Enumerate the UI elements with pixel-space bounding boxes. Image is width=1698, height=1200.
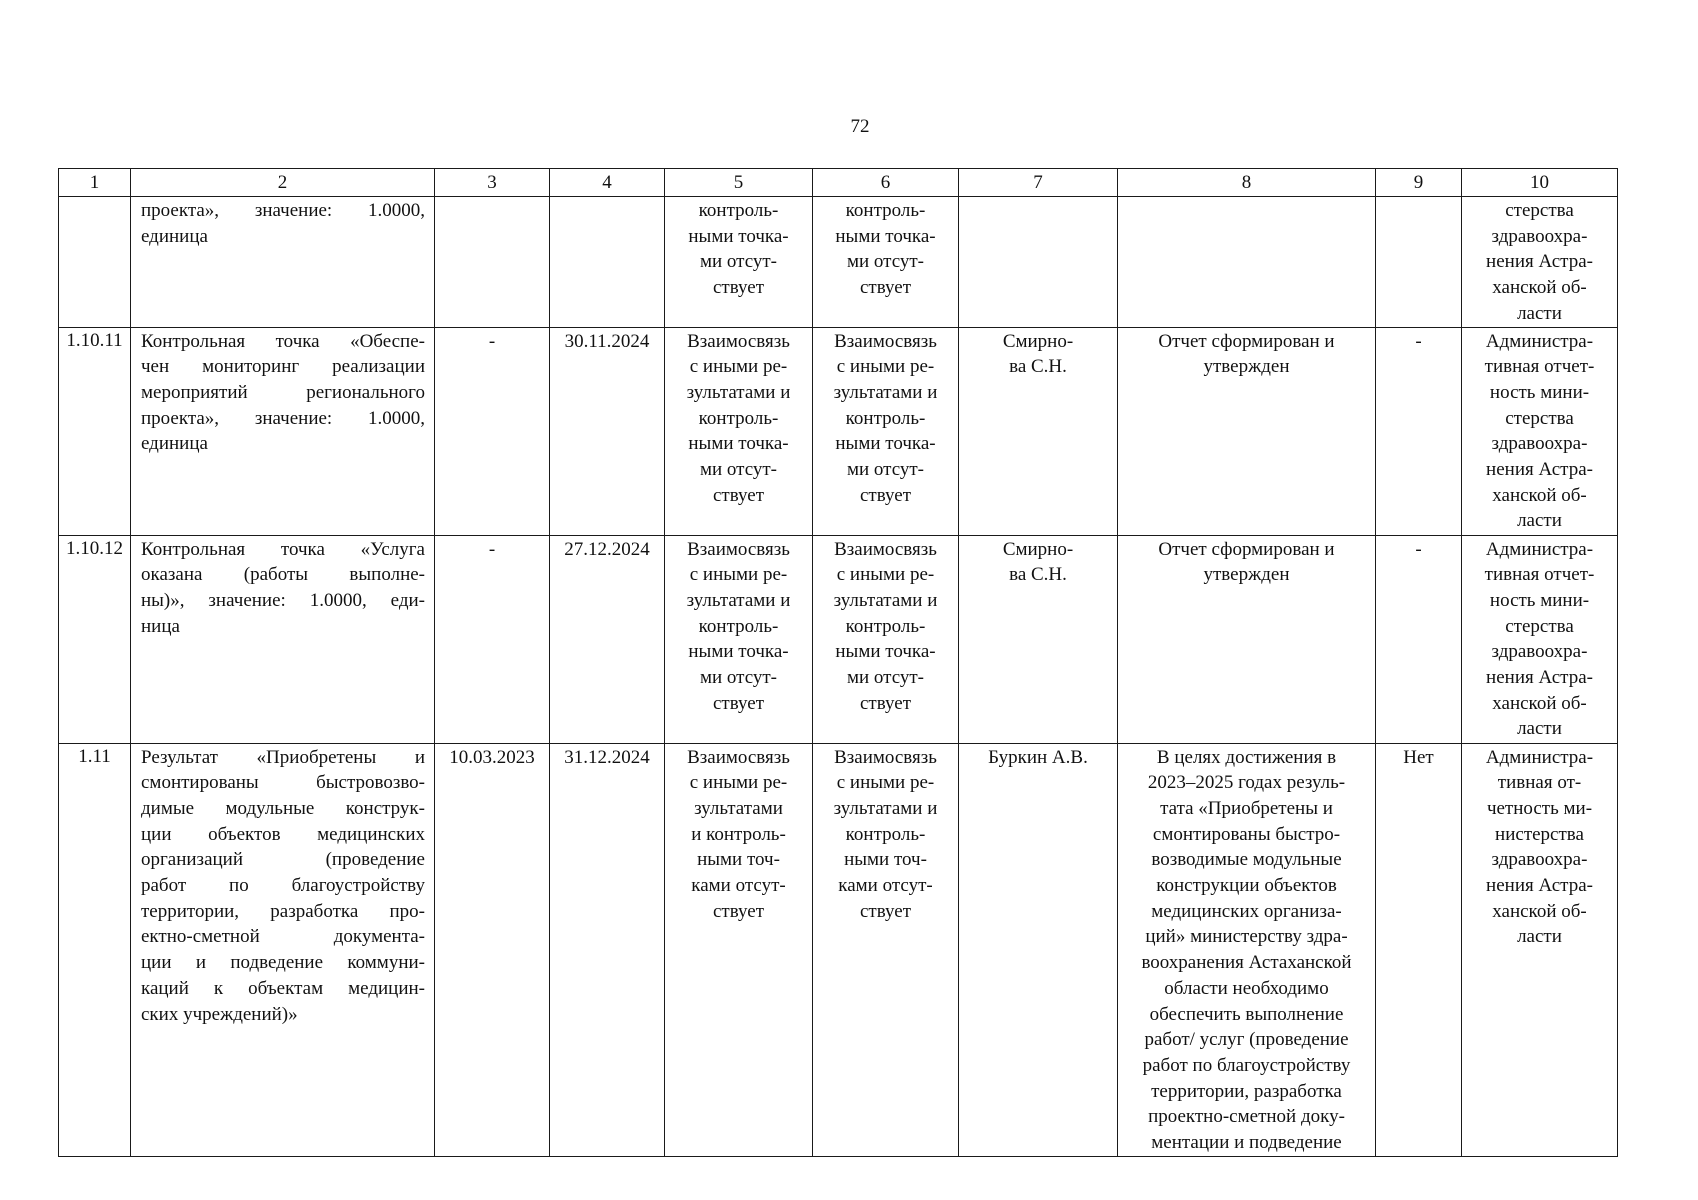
cell-line: здравоохра-: [1491, 641, 1588, 663]
start-date-cell: [435, 197, 550, 328]
cell-line: утвержден: [1203, 564, 1290, 586]
description-cell: [131, 743, 435, 1156]
cell-line: четность ми-: [1486, 797, 1593, 819]
cell-line: нения Астра-: [1486, 667, 1593, 689]
cell-line: ствует: [712, 692, 765, 714]
cell-line: области необходимо: [1164, 977, 1329, 999]
table-row: [59, 535, 1618, 743]
end-date-cell: 30.11.2024: [550, 327, 665, 535]
cell-line: зультатами и: [833, 589, 938, 611]
cell-line: ными точка-: [835, 433, 936, 455]
cell-line: зультатами и: [833, 381, 938, 403]
source-cell: [1462, 743, 1618, 1156]
cell-line: ции и подведение коммуни-: [141, 952, 425, 974]
start-date-cell: 10.03.2023: [435, 743, 550, 1156]
cell-line: с иными ре-: [689, 772, 788, 794]
cell-line: ными точка-: [835, 225, 936, 247]
cell-line: Отчет сформирован и: [1158, 330, 1335, 352]
cell-line: Смирно-: [1002, 330, 1074, 352]
responsible-cell: [959, 197, 1118, 328]
column-header-4: 4: [550, 169, 665, 197]
cell-line: В целях достижения в: [1156, 746, 1337, 768]
relation-cell: [665, 197, 813, 328]
cell-line: воохранения Астаханской: [1141, 952, 1352, 974]
relation-cell: [813, 327, 959, 535]
cell-line: Взаимосвязь: [687, 330, 790, 352]
cell-line: Контрольная точка «Услуга: [141, 538, 425, 560]
column-header-3: 3: [435, 169, 550, 197]
cell-line: ствует: [859, 900, 912, 922]
cell-line: ными точка-: [688, 433, 789, 455]
cell-line: организаций (проведение: [141, 849, 425, 871]
cell-line: проекта», значение: 1.0000,: [141, 200, 425, 221]
cell-line: здравоохра-: [1491, 225, 1588, 247]
row-number-cell: [59, 197, 131, 328]
cell-line: ласти: [1517, 302, 1562, 324]
start-date-cell: -: [435, 327, 550, 535]
cell-line: ствует: [859, 692, 912, 714]
source-cell: [1462, 197, 1618, 328]
cell-line: ными точ-: [844, 849, 927, 871]
cell-line: чен мониторинг реализации: [141, 356, 425, 378]
comment-cell: [1118, 197, 1376, 328]
cell-line: тивная отчет-: [1484, 356, 1595, 378]
cell-line: ствует: [712, 277, 765, 299]
cell-line: смонтированы быстро-: [1152, 823, 1341, 845]
cell-line: ханской об-: [1492, 900, 1587, 922]
responsible-cell: [959, 743, 1118, 1156]
cell-line: нения Астра-: [1486, 251, 1593, 273]
cell-line: ность мини-: [1489, 381, 1590, 403]
cell-line: медицинских организа-: [1151, 900, 1342, 922]
responsible-cell: [959, 535, 1118, 743]
cell-line: проектно-сметной доку-: [1148, 1106, 1345, 1128]
relation-cell: [665, 535, 813, 743]
cell-line: 2023–2025 годах резуль-: [1147, 772, 1346, 794]
responsible-cell: [959, 327, 1118, 535]
cell-line: ханской об-: [1492, 484, 1587, 506]
description-cell: [131, 535, 435, 743]
cell-line: стерства: [1505, 615, 1574, 637]
cell-line: Взаимосвязь: [687, 538, 790, 560]
column-header-5: 5: [665, 169, 813, 197]
cell-line: ханской об-: [1492, 277, 1587, 299]
flag-cell: -: [1376, 535, 1462, 743]
cell-line: мероприятий регионального: [141, 381, 425, 403]
cell-line: ми отсут-: [699, 667, 778, 689]
cell-line: ными точка-: [835, 641, 936, 663]
cell-line: ствует: [712, 484, 765, 506]
cell-line: ность мини-: [1489, 589, 1590, 611]
cell-line: каций к объектам медицин-: [141, 977, 425, 999]
cell-line: зультатами и: [833, 797, 938, 819]
cell-line: ций» министерству здра-: [1145, 926, 1348, 948]
flag-cell: [1376, 197, 1462, 328]
page-number: 72: [850, 116, 870, 137]
cell-line: ми отсут-: [699, 459, 778, 481]
column-header-8: 8: [1118, 169, 1376, 197]
relation-cell: [813, 535, 959, 743]
cell-line: и контроль-: [691, 823, 786, 845]
cell-line: нения Астра-: [1486, 459, 1593, 481]
column-header-7: 7: [959, 169, 1118, 197]
cell-line: ными точка-: [688, 641, 789, 663]
cell-line: ница: [141, 615, 180, 637]
cell-line: территории, разработка: [1151, 1080, 1342, 1102]
flag-cell: Нет: [1376, 743, 1462, 1156]
cell-line: ва С.Н.: [1009, 356, 1067, 378]
cell-line: возводимые модульные: [1151, 849, 1342, 871]
cell-line: Результат «Приобретены и: [141, 746, 425, 768]
cell-line: с иными ре-: [836, 564, 935, 586]
cell-line: зультатами и: [686, 381, 791, 403]
cell-line: работ/ услуг (проведение: [1144, 1029, 1349, 1051]
cell-line: ны)», значение: 1.0000, еди-: [141, 589, 425, 611]
cell-line: с иными ре-: [689, 356, 788, 378]
flag-cell: -: [1376, 327, 1462, 535]
cell-line: Администра-: [1485, 330, 1594, 352]
table-row: [59, 743, 1618, 1156]
cell-line: контроль-: [698, 615, 779, 637]
cell-line: единица: [141, 225, 208, 247]
cell-line: здравоохра-: [1491, 849, 1588, 871]
cell-line: ласти: [1517, 926, 1562, 948]
cell-line: работ по благоустройству: [141, 875, 425, 897]
row-number-cell: 1.11: [59, 743, 131, 1156]
end-date-cell: 31.12.2024: [550, 743, 665, 1156]
column-header-9: 9: [1376, 169, 1462, 197]
comment-cell: [1118, 327, 1376, 535]
cell-line: контроль-: [845, 407, 926, 429]
cell-line: конструкции объектов: [1156, 875, 1337, 897]
cell-line: ских учреждений)»: [141, 1003, 298, 1025]
table-body: [59, 197, 1618, 1157]
end-date-cell: [550, 197, 665, 328]
column-header-1: 1: [59, 169, 131, 197]
cell-line: контроль-: [845, 200, 926, 221]
cell-line: зультатами: [694, 797, 783, 819]
table-row: [59, 327, 1618, 535]
cell-line: с иными ре-: [836, 356, 935, 378]
cell-line: ласти: [1517, 718, 1562, 740]
cell-line: Отчет сформирован и: [1158, 538, 1335, 560]
relation-cell: [665, 743, 813, 1156]
cell-line: обеспечить выполнение: [1149, 1003, 1344, 1025]
row-number-cell: 1.10.12: [59, 535, 131, 743]
cell-line: ствует: [712, 900, 765, 922]
cell-line: стерства: [1505, 200, 1574, 221]
cell-line: ции объектов медицинских: [141, 823, 425, 845]
cell-line: ными точ-: [697, 849, 780, 871]
cell-line: ханской об-: [1492, 692, 1587, 714]
cell-line: тата «Приобретены и: [1160, 797, 1333, 819]
cell-line: ствует: [859, 484, 912, 506]
cell-line: ментации и подведение: [1151, 1132, 1342, 1154]
cell-line: Смирно-: [1002, 538, 1074, 560]
cell-line: Контрольная точка «Обеспе-: [141, 330, 425, 352]
cell-line: с иными ре-: [836, 772, 935, 794]
cell-line: работ по благоустройству: [1142, 1054, 1351, 1076]
cell-line: ми отсут-: [846, 459, 925, 481]
cell-line: Взаимосвязь: [834, 330, 937, 352]
cell-line: нения Астра-: [1486, 875, 1593, 897]
cell-line: здравоохра-: [1491, 433, 1588, 455]
cell-line: ми отсут-: [846, 667, 925, 689]
cell-line: зультатами и: [686, 589, 791, 611]
cell-line: ствует: [859, 277, 912, 299]
cell-line: с иными ре-: [689, 564, 788, 586]
comment-cell: [1118, 743, 1376, 1156]
source-cell: [1462, 327, 1618, 535]
cell-line: стерства: [1505, 407, 1574, 429]
row-number-cell: 1.10.11: [59, 327, 131, 535]
comment-cell: [1118, 535, 1376, 743]
cell-line: оказана (работы выполне-: [141, 564, 425, 586]
cell-line: ми отсут-: [699, 251, 778, 273]
cell-line: утвержден: [1203, 356, 1290, 378]
cell-line: тивная отчет-: [1484, 564, 1595, 586]
table-row: [59, 197, 1618, 328]
description-cell: [131, 327, 435, 535]
cell-line: Взаимосвязь: [834, 538, 937, 560]
cell-line: территории, разработка про-: [141, 900, 425, 922]
end-date-cell: 27.12.2024: [550, 535, 665, 743]
cell-line: ми отсут-: [846, 251, 925, 273]
cell-line: проекта», значение: 1.0000,: [141, 407, 425, 429]
source-cell: [1462, 535, 1618, 743]
column-header-row: [59, 169, 1618, 197]
cell-line: ва С.Н.: [1009, 564, 1067, 586]
relation-cell: [813, 197, 959, 328]
plan-table: [58, 168, 1618, 1157]
description-cell: [131, 197, 435, 328]
start-date-cell: -: [435, 535, 550, 743]
cell-line: единица: [141, 433, 208, 455]
cell-line: ками отсут-: [838, 875, 933, 897]
cell-line: ласти: [1517, 510, 1562, 532]
cell-line: Взаимосвязь: [687, 746, 790, 768]
cell-line: контроль-: [698, 407, 779, 429]
cell-line: Буркин А.В.: [988, 746, 1088, 768]
relation-cell: [813, 743, 959, 1156]
cell-line: ными точка-: [688, 225, 789, 247]
cell-line: Администра-: [1485, 538, 1594, 560]
cell-line: Администра-: [1485, 746, 1594, 768]
cell-line: тивная от-: [1497, 772, 1582, 794]
cell-line: контроль-: [698, 200, 779, 221]
column-header-6: 6: [813, 169, 959, 197]
column-header-10: 10: [1462, 169, 1618, 197]
cell-line: смонтированы быстровозво-: [141, 772, 425, 794]
cell-line: контроль-: [845, 823, 926, 845]
cell-line: контроль-: [845, 615, 926, 637]
cell-line: ками отсут-: [691, 875, 786, 897]
cell-line: Взаимосвязь: [834, 746, 937, 768]
cell-line: ектно-сметной документа-: [141, 926, 425, 948]
cell-line: нистерства: [1495, 823, 1584, 845]
relation-cell: [665, 327, 813, 535]
column-header-2: 2: [131, 169, 435, 197]
cell-line: димые модульные конструк-: [141, 797, 425, 819]
